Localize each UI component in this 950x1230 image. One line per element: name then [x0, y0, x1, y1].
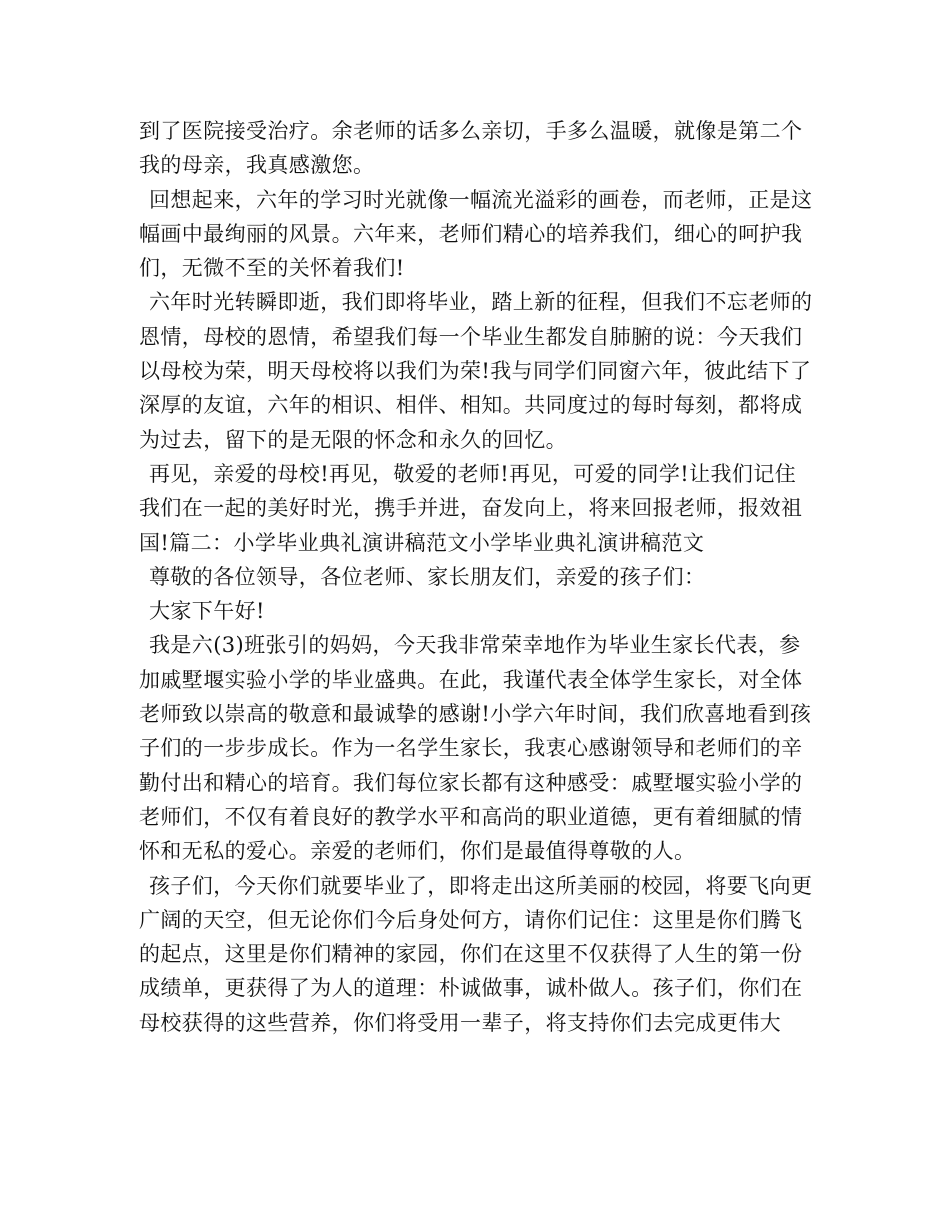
- document-body: [139, 114, 814, 1040]
- paragraph: 回想起来，六年的学习时光就像一幅流光溢彩的画卷，而老师，正是这幅画中最绚丽的风景。六年来，老师们精心的培养我们，细心的呵护我们，无微不至的关怀着我们!: [139, 187, 813, 281]
- paragraph: 孩子们，今天你们就要毕业了，即将走出这所美丽的校园，将要飞向更广阔的天空，但无论你们今后身处何方，请你们记住：这里是你们腾飞的起点，这里是你们精神的家园，你们在这里不仅获得了人生的第一份成绩单，更获得了为人的道理：朴诚做事，诚朴做人。孩子们，你们在母校获得的这些营养，你们将受用一辈子，将支持你们去完成更伟大: [139, 873, 813, 1035]
- paragraph: 尊敬的各位领导，各位老师、家长朋友们，亲爱的孩子们：: [149, 564, 706, 589]
- paragraph: 我是六(3)班张引的妈妈，今天我非常荣幸地作为毕业生家长代表，参加戚墅堰实验小学的毕业盛典。在此，我谨代表全体学生家长，对全体老师致以崇高的敬意和最诚挚的感谢!小学六年时间，我们欣喜地看到孩子们的一步步成长。作为一名学生家长，我衷心感谢领导和老师们的辛勤付出和精心的培育。我们每位家长都有这种感受：戚墅堰实验小学的老师们，不仅有着良好的教学水平和高尚的职业道德，更有着细腻的情怀和无私的爱心。亲爱的老师们，你们是最值得尊敬的人。: [139, 633, 812, 864]
- paragraph: 到了医院接受治疗。余老师的话多么亲切，手多么温暖，就像是第二个我的母亲，我真感激您。: [139, 119, 803, 178]
- paragraph: 再见，亲爱的母校!再见，敬爱的老师!再见，可爱的同学!让我们记住我们在一起的美好时光，携手并进，奋发向上，将来回报老师，报效祖国!篇二：小学毕业典礼演讲稿范文小学毕业典礼演讲稿范文: [139, 461, 803, 555]
- paragraph: 六年时光转瞬即逝，我们即将毕业，踏上新的征程，但我们不忘老师的恩情，母校的恩情，希望我们每一个毕业生都发自肺腑的说：今天我们以母校为荣，明天母校将以我们为荣!我与同学们同窗六年，彼此结下了深厚的友谊，六年的相识、相伴、相知。共同度过的每时每刻，都将成为过去，留下的是无限的怀念和永久的回忆。: [139, 290, 813, 452]
- paragraph: 大家下午好!: [149, 599, 265, 624]
